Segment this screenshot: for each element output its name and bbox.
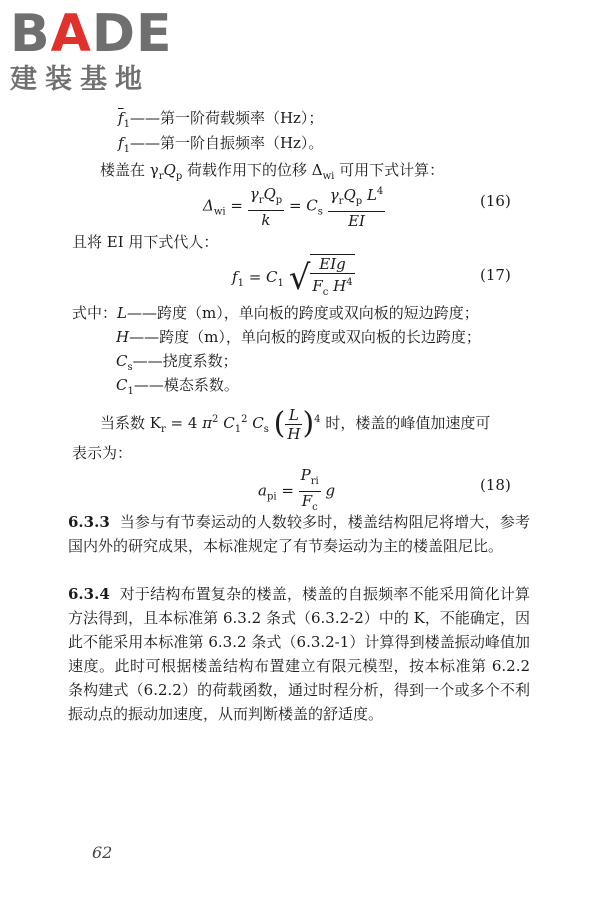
bade-logo (10, 6, 173, 96)
logo-cn: 建装基地 (10, 64, 150, 95)
page-number: 62 (92, 843, 113, 862)
kr-formula-line-end: 表示为： (72, 444, 133, 462)
logo-wordmark: BADE (10, 4, 173, 64)
intro-eq16: 楼盖在 $\gamma_rQ_p$ 荷载作用下的位移 $\Delta_{wi}$ 可用下式计算： (100, 161, 445, 182)
section-6-3-3: 6.3.3 当参与有节奏运动的人数较多时，楼盖结构阻尼将增大，参考国内外的研究成果，本标准规定了有节奏运动为主的楼盖阻尼比。 (68, 513, 530, 555)
equation-17-number: (17) (480, 266, 511, 284)
where-Cs: $C_s——$挠度系数； (116, 352, 238, 373)
equation-16: $\Delta_{wi}$ = $\frac{\gamma_rQ_p}{k}$ = $C_s$ $\frac{\gamma_rQ_p L^4}{EI}$ (203, 184, 384, 230)
where-L: 式中：L——跨度（m），单向板的跨度或双向板的短边跨度； (72, 304, 479, 322)
where-C1: $C_1——$模态系数。 (116, 376, 239, 397)
where-H: H——跨度（m），单向板的跨度或双向板的长边跨度； (116, 328, 481, 346)
equation-16-number: (16) (480, 192, 511, 210)
def-natural-frequency: $f_1——$第一阶自振频率（Hz）。 (118, 134, 324, 155)
section-6-3-4: 6.3.4 对于结构布置复杂的楼盖，楼盖的自振频率不能采用简化计算方法得到，且本标准第 6.3.2 条式（6.3.2-2）中的 K，不能确定，因此不能采用本标准第 6.3.2 条式（6.3.2-1）计算得到楼盖振动峰值加速度。此时可根据楼盖结构布置建立有限元模型，按本标准第 6.2.2 条构建式（6.2.2）的荷载函数，通过时程分析，得到一个或多个不利振动点的振动加速度，从而判断楼盖的舒适度。 (68, 585, 530, 723)
def-load-frequency: $\overline{f}_1——$第一阶荷载频率（Hz）； (118, 109, 324, 130)
equation-17: $f_1 = C_1$ √ $\frac{\text{EIg}}{F_c H^4}$ (232, 254, 355, 302)
equation-18-number: (18) (480, 476, 511, 494)
kr-formula-line: 当系数 $K_r = 4$ $\pi^2$ $C_1^2$ $C_s$ ( $\frac{L}{H}$ )$^4$ 时，楼盖的峰值加速度可 (100, 405, 491, 443)
equation-18: $a_{pi}$ = $\frac{P_{ri}}{F_c}$ g (258, 466, 336, 513)
intro-eq17: 且将 EI 用下式代人： (72, 233, 219, 251)
